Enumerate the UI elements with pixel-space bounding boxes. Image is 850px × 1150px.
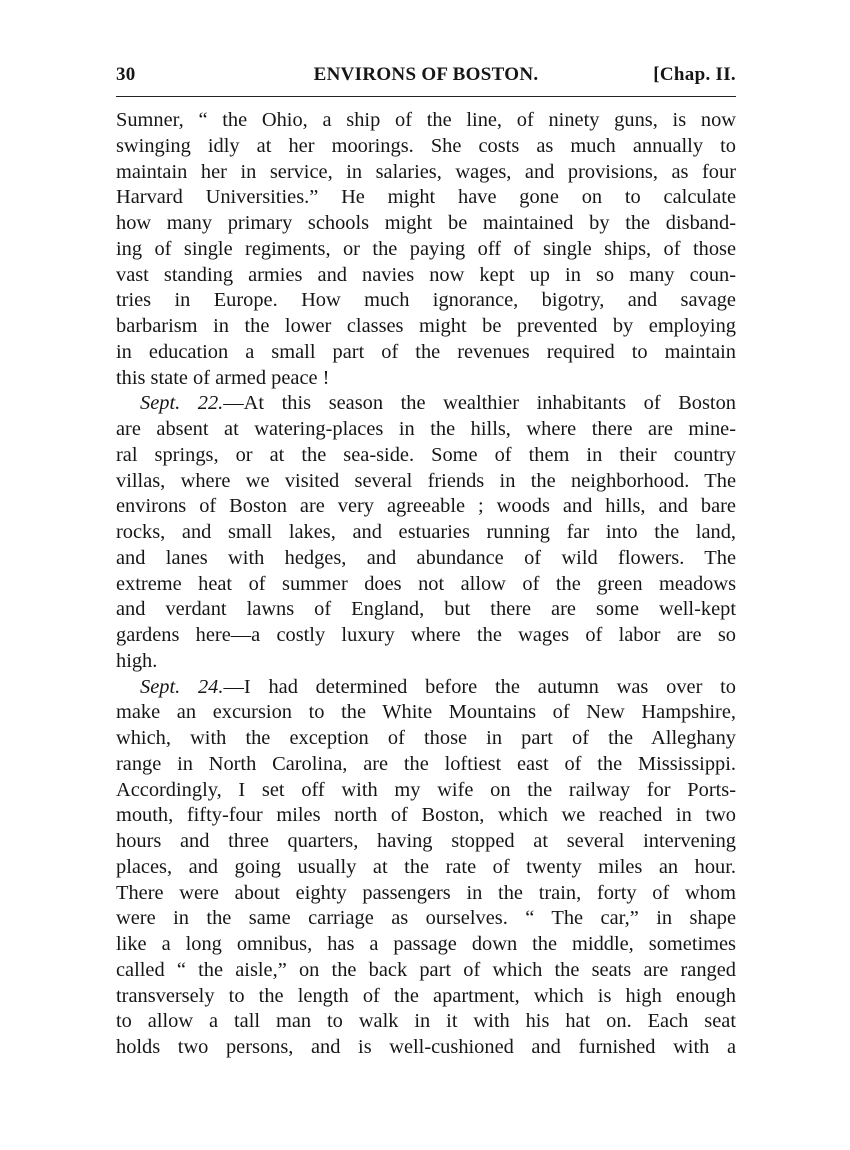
- line-text: ing of single regiments, or the paying off of single ships, of those: [116, 237, 736, 260]
- text-line: [116, 803, 736, 829]
- text-line: [116, 134, 736, 160]
- line-text: places, and going usually at the rate of twenty miles an hour.: [116, 855, 736, 878]
- text-line: [116, 906, 736, 932]
- text-line: [116, 211, 736, 237]
- line-text: how many primary schools might be maintained by the disband-: [116, 212, 736, 234]
- text-line: [116, 675, 736, 701]
- date-label: Sept. 24.: [140, 675, 224, 698]
- text-line: [116, 494, 736, 520]
- text-line: [116, 881, 736, 907]
- text-line: [116, 237, 736, 263]
- line-text: Harvard Universities.” He might have gone on to calculate: [116, 186, 736, 209]
- line-text: are absent at watering-places in the hills, where there are mine-: [116, 418, 736, 440]
- line-text: and lanes with hedges, and abundance of wild flowers. The: [116, 546, 736, 569]
- line-text: holds two persons, and is well-cushioned and furnished with a: [116, 1036, 736, 1058]
- page-number: 30: [116, 64, 136, 85]
- line-text: range in North Carolina, are the loftiest east of the Mississippi.: [116, 752, 736, 775]
- line-text: barbarism in the lower classes might be prevented by employing: [116, 315, 736, 337]
- line-text: There were about eighty passengers in the train, forty of whom: [116, 881, 736, 904]
- line-text: —I had determined before the autumn was over to: [223, 675, 736, 698]
- line-text: vast standing armies and navies now kept up in so many coun-: [116, 263, 736, 286]
- text-line: [116, 649, 736, 675]
- text-line: [116, 108, 736, 134]
- text-line: [116, 855, 736, 881]
- text-line: [116, 263, 736, 289]
- line-text: environs of Boston are very agreeable ; woods and hills, and bare: [116, 495, 736, 518]
- line-text: ral springs, or at the sea-side. Some of them in their country: [116, 443, 736, 466]
- text-line: [116, 288, 736, 314]
- line-text: to allow a tall man to walk in it with his hat on. Each seat: [116, 1010, 736, 1033]
- text-line: [116, 984, 736, 1010]
- text-line: [116, 623, 736, 649]
- line-text: gardens here—a costly luxury where the wages of labor are so: [116, 624, 736, 646]
- line-text: rocks, and small lakes, and estuaries running far into the land,: [116, 521, 736, 543]
- line-text: extreme heat of summer does not allow of the green meadows: [116, 572, 736, 595]
- text-line: [116, 597, 736, 623]
- text-line: [116, 443, 736, 469]
- line-text: mouth, fifty-four miles north of Boston, which we reached in two: [116, 804, 736, 827]
- date-label: Sept. 22.: [140, 392, 224, 415]
- book-page: [116, 62, 736, 1061]
- header-rule: [116, 96, 736, 97]
- line-text: and verdant lawns of England, but there are some well-kept: [116, 598, 736, 621]
- line-text: high.: [116, 649, 158, 672]
- text-line: [116, 958, 736, 984]
- text-line: [116, 726, 736, 752]
- text-line: [116, 572, 736, 598]
- text-line: [116, 391, 736, 417]
- line-text: transversely to the length of the apartment, which is high enough: [116, 984, 736, 1007]
- text-line: [116, 1009, 736, 1035]
- text-line: [116, 932, 736, 958]
- text-line: [116, 778, 736, 804]
- line-text: like a long omnibus, has a passage down the middle, sometimes: [116, 933, 736, 955]
- line-text: Accordingly, I set off with my wife on the railway for Ports-: [116, 778, 736, 801]
- line-text: villas, where we visited several friends in the neighborhood. The: [116, 469, 736, 492]
- text-line: [116, 469, 736, 495]
- text-line: [116, 340, 736, 366]
- text-line: [116, 185, 736, 211]
- line-text: Sumner, “ the Ohio, a ship of the line, of ninety guns, is now: [116, 109, 736, 131]
- text-line: [116, 546, 736, 572]
- line-text: in education a small part of the revenues required to maintain: [116, 340, 736, 363]
- text-line: [116, 1035, 736, 1061]
- text-line: [116, 752, 736, 778]
- running-title: ENVIRONS OF BOSTON.: [313, 64, 539, 85]
- chapter-label: [Chap. II.: [653, 64, 736, 85]
- text-line: [116, 829, 736, 855]
- line-text: swinging idly at her moorings. She costs as much annually to: [116, 134, 736, 157]
- line-text: hours and three quarters, having stopped at several intervening: [116, 830, 736, 852]
- text-line: [116, 160, 736, 186]
- paragraph: [116, 108, 736, 1061]
- text-line: [116, 366, 736, 392]
- text-line: [116, 314, 736, 340]
- text-line: [116, 520, 736, 546]
- line-text: this state of armed peace !: [116, 366, 330, 389]
- line-text: —At this season the wealthier inhabitants of Boston: [223, 392, 736, 415]
- line-text: called “ the aisle,” on the back part of which the seats are ranged: [116, 958, 736, 981]
- line-text: tries in Europe. How much ignorance, bigotry, and savage: [116, 289, 736, 312]
- text-line: [116, 417, 736, 443]
- running-header: [116, 62, 736, 96]
- line-text: which, with the exception of those in part of the Alleghany: [116, 727, 736, 749]
- line-text: maintain her in service, in salaries, wages, and provisions, as four: [116, 160, 736, 183]
- body-text: [116, 108, 736, 1061]
- line-text: were in the same carriage as ourselves. “ The car,” in shape: [116, 907, 736, 930]
- text-line: [116, 700, 736, 726]
- line-text: make an excursion to the White Mountains of New Hampshire,: [116, 701, 736, 724]
